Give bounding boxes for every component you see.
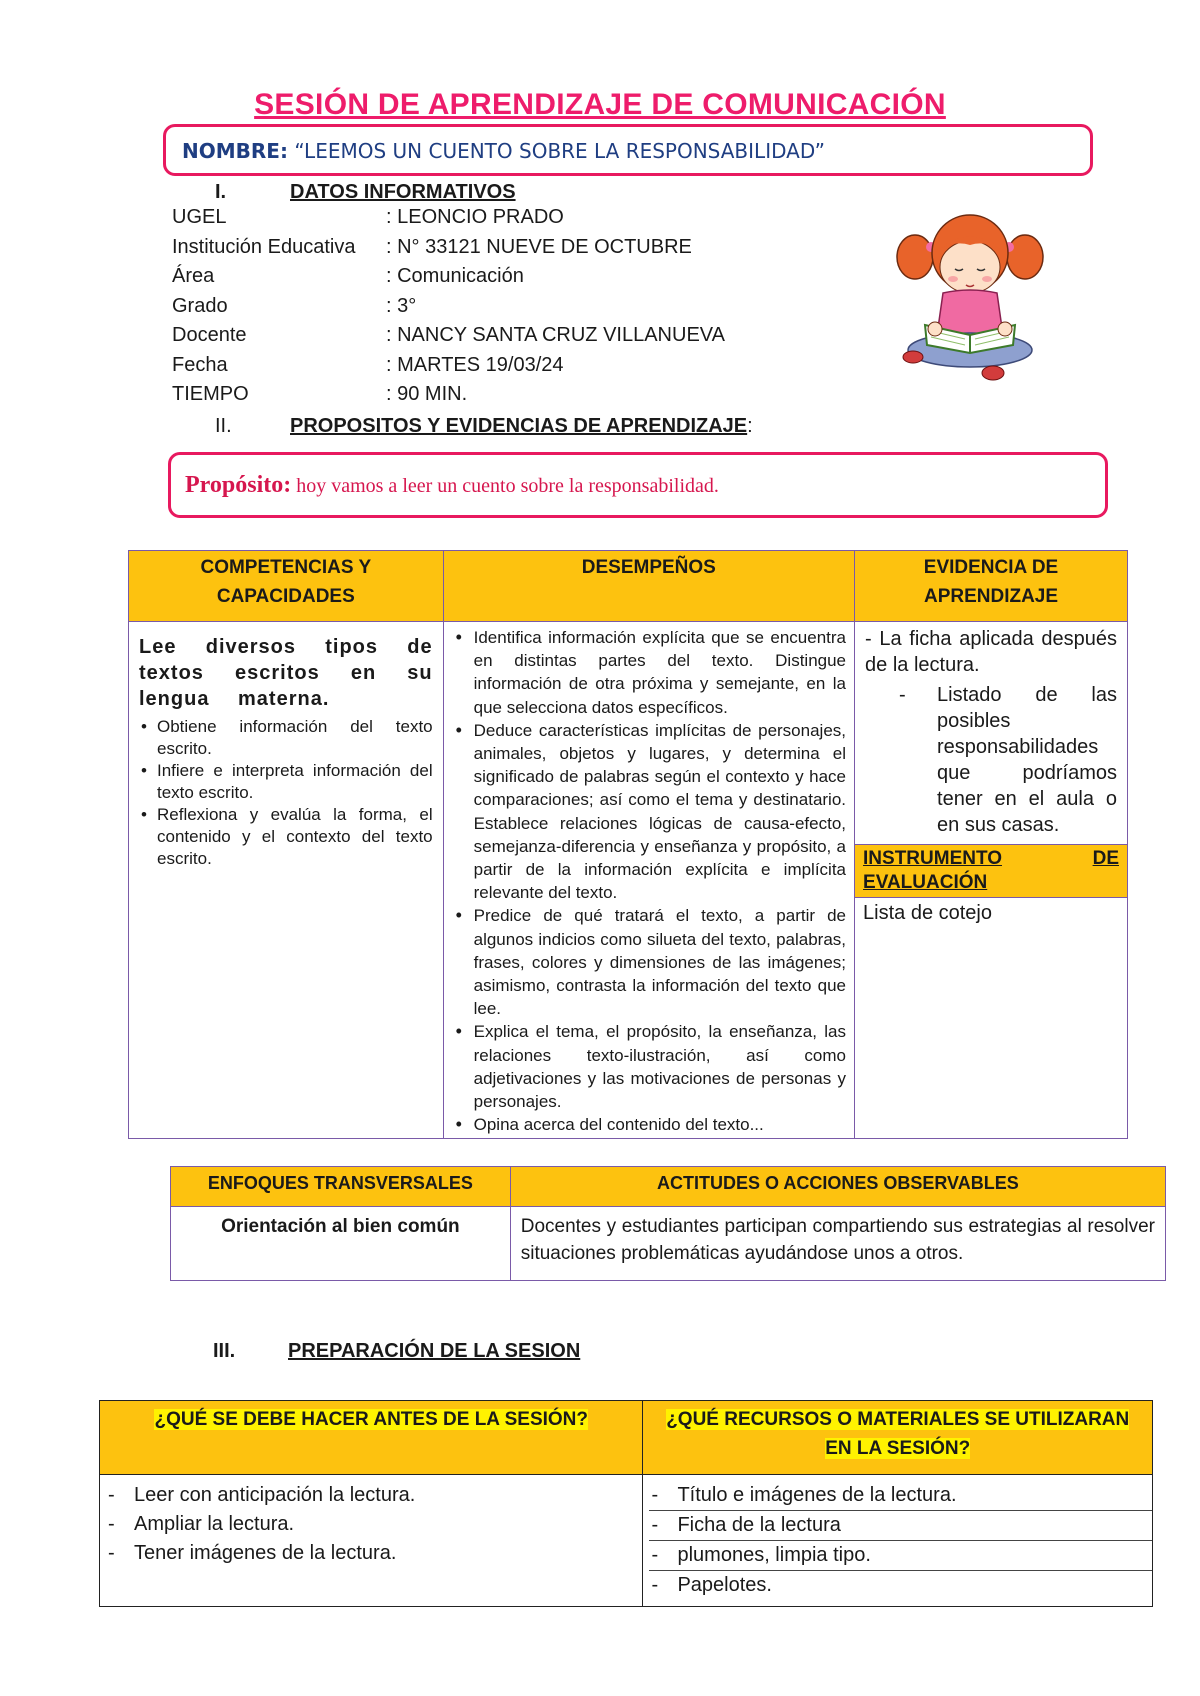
evidencia-2: - Listado de las posibles responsabilidades que podríamos tener en el aula o en sus casas. xyxy=(899,682,1117,838)
list-item: • Infiere e interpreta información del texto escrito. xyxy=(139,760,433,804)
list-item: - Ficha de la lectura xyxy=(649,1511,1152,1541)
evidencia-cell xyxy=(855,622,1128,1139)
capacidades-list xyxy=(139,716,433,870)
section-2-title: PROPOSITOS Y EVIDENCIAS DE APRENDIZAJE xyxy=(290,415,748,437)
section-1-number: I. xyxy=(215,181,227,203)
section-3-number: III. xyxy=(213,1340,236,1362)
info-label: Área xyxy=(172,265,215,287)
nombre-box xyxy=(163,124,1093,176)
antes-cell xyxy=(100,1475,643,1607)
info-row xyxy=(172,351,725,381)
actitud-cell: Docentes y estudiantes participan compartiendo sus estrategias al resolver situaciones problemáticas ayudándose unos a otros. xyxy=(510,1207,1165,1281)
nombre-value: “LEEMOS UN CUENTO SOBRE LA RESPONSABILIDAD” xyxy=(294,139,826,163)
proposito-label: Propósito: xyxy=(185,472,292,498)
girl-reading-illustration xyxy=(895,195,1045,385)
section-1-heading xyxy=(215,181,516,204)
list-item: - Leer con anticipación la lectura. xyxy=(106,1481,636,1510)
info-value: : 90 MIN. xyxy=(386,383,468,405)
instrumento-de: DE xyxy=(1092,848,1119,869)
info-label: TIEMPO xyxy=(172,383,249,405)
list-item: • Deduce características implícitas de personajes, animales, objetos y lugares, y determina el significado de palabras según el contexto y hace comparaciones; así como el tema y destinatario. Establece relaciones lógicas de causa-efecto, semejanza-diferencia y enseñanza y propósito, a partir de la información explícita e implícita relevante del texto. xyxy=(452,719,846,905)
competencias-cell xyxy=(129,622,444,1139)
evidencia-block xyxy=(855,622,1127,844)
recursos-cell xyxy=(643,1475,1153,1607)
evidencia-1: - La ficha aplicada después de la lectura. xyxy=(865,628,1117,676)
preparacion-table xyxy=(99,1400,1153,1607)
list-item: - Papelotes. xyxy=(649,1571,1152,1600)
info-row xyxy=(172,203,725,233)
header-recursos-text: ¿QUÉ RECURSOS O MATERIALES SE UTILIZARAN EN LA SESIÓN? xyxy=(666,1409,1130,1459)
table-row xyxy=(100,1475,1153,1607)
table-row xyxy=(129,622,1128,1139)
header-recursos xyxy=(643,1401,1153,1475)
list-item: • Obtiene información del texto escrito. xyxy=(139,716,433,760)
enfoques-table xyxy=(170,1166,1166,1281)
info-value: : 3° xyxy=(386,294,417,317)
section-3-title: PREPARACIÓN DE LA SESION xyxy=(288,1340,581,1362)
header-antes-text: ¿QUÉ SE DEBE HACER ANTES DE LA SESIÓN? xyxy=(154,1409,588,1430)
info-value: : MARTES 19/03/24 xyxy=(386,353,564,376)
info-row xyxy=(172,292,725,322)
list-item: • Explica el tema, el propósito, la enseñanza, las relaciones texto-ilustración, así como adjetivaciones y las motivaciones de personas y personajes. xyxy=(452,1020,846,1113)
section-1-title: DATOS INFORMATIVOS xyxy=(290,181,516,203)
info-value: : NANCY SANTA CRUZ VILLANUEVA xyxy=(386,324,725,346)
competencia-text: Lee diversos tipos de textos escritos en su lengua materna. xyxy=(139,636,433,710)
table-header-row xyxy=(129,551,1128,622)
header-antes xyxy=(100,1401,643,1475)
section-2-heading xyxy=(215,415,753,438)
info-row xyxy=(172,233,725,263)
info-label: Fecha xyxy=(172,353,228,376)
header-competencias: COMPETENCIAS Y CAPACIDADES xyxy=(129,551,444,622)
info-label: Grado xyxy=(172,294,228,317)
list-item: - Título e imágenes de la lectura. xyxy=(649,1481,1152,1511)
info-value: : Comunicación xyxy=(386,265,524,287)
recursos-list xyxy=(643,1481,1152,1600)
table-row xyxy=(171,1207,1166,1281)
section-2-number: II. xyxy=(215,415,232,437)
enfoque-cell: Orientación al bien común xyxy=(171,1207,511,1281)
datos-informativos xyxy=(172,203,725,410)
instrumento-heading xyxy=(855,844,1127,898)
list-item: • Opina acerca del contenido del texto... xyxy=(452,1113,846,1136)
info-label: UGEL xyxy=(172,206,227,228)
instrumento-value: Lista de cotejo xyxy=(863,902,992,924)
list-item: • Identifica información explícita que se encuentra en distintas partes del texto. Distingue información de otra próxima y semejante, en la que selecciona datos específicos. xyxy=(452,626,846,719)
info-row xyxy=(172,321,725,351)
page-title: SESIÓN DE APRENDIZAJE DE COMUNICACIÓN xyxy=(254,88,946,121)
list-item: • Reflexiona y evalúa la forma, el contenido y el contexto del texto escrito. xyxy=(139,804,433,870)
proposito-text: hoy vamos a leer un cuento sobre la responsabilidad. xyxy=(296,475,719,497)
desempenos-list xyxy=(452,626,846,1136)
info-value: : N° 33121 NUEVE DE OCTUBRE xyxy=(386,235,692,258)
section-3-heading xyxy=(213,1340,580,1363)
section-2-suffix: : xyxy=(747,415,753,437)
info-value: : LEONCIO PRADO xyxy=(386,206,564,228)
desempenos-cell xyxy=(443,622,854,1139)
table-header-row xyxy=(100,1401,1153,1475)
proposito-box xyxy=(168,452,1108,518)
competencias-table xyxy=(128,550,1128,1139)
instrumento-word: INSTRUMENTO xyxy=(863,848,1002,869)
header-desempenos: DESEMPEÑOS xyxy=(443,551,854,622)
header-actitudes: ACTITUDES O ACCIONES OBSERVABLES xyxy=(510,1167,1165,1207)
list-item: - Ampliar la lectura. xyxy=(106,1510,636,1539)
info-row xyxy=(172,262,725,292)
header-evidencia: EVIDENCIA DE APRENDIZAJE xyxy=(855,551,1128,622)
info-label: Docente xyxy=(172,324,247,346)
info-label: Institución Educativa xyxy=(172,235,356,258)
table-header-row xyxy=(171,1167,1166,1207)
header-enfoques: ENFOQUES TRANSVERSALES xyxy=(171,1167,511,1207)
antes-list xyxy=(106,1481,636,1568)
info-row xyxy=(172,380,725,410)
instrumento-evaluacion: EVALUACIÓN xyxy=(863,872,988,893)
nombre-label: NOMBRE: xyxy=(182,139,288,163)
list-item: - Tener imágenes de la lectura. xyxy=(106,1539,636,1568)
list-item: • Predice de qué tratará el texto, a partir de algunos indicios como silueta del texto, palabras, frases, colores y dimensiones de las imágenes; asimismo, contrasta la información del texto que lee. xyxy=(452,904,846,1020)
list-item: - plumones, limpia tipo. xyxy=(649,1541,1152,1571)
